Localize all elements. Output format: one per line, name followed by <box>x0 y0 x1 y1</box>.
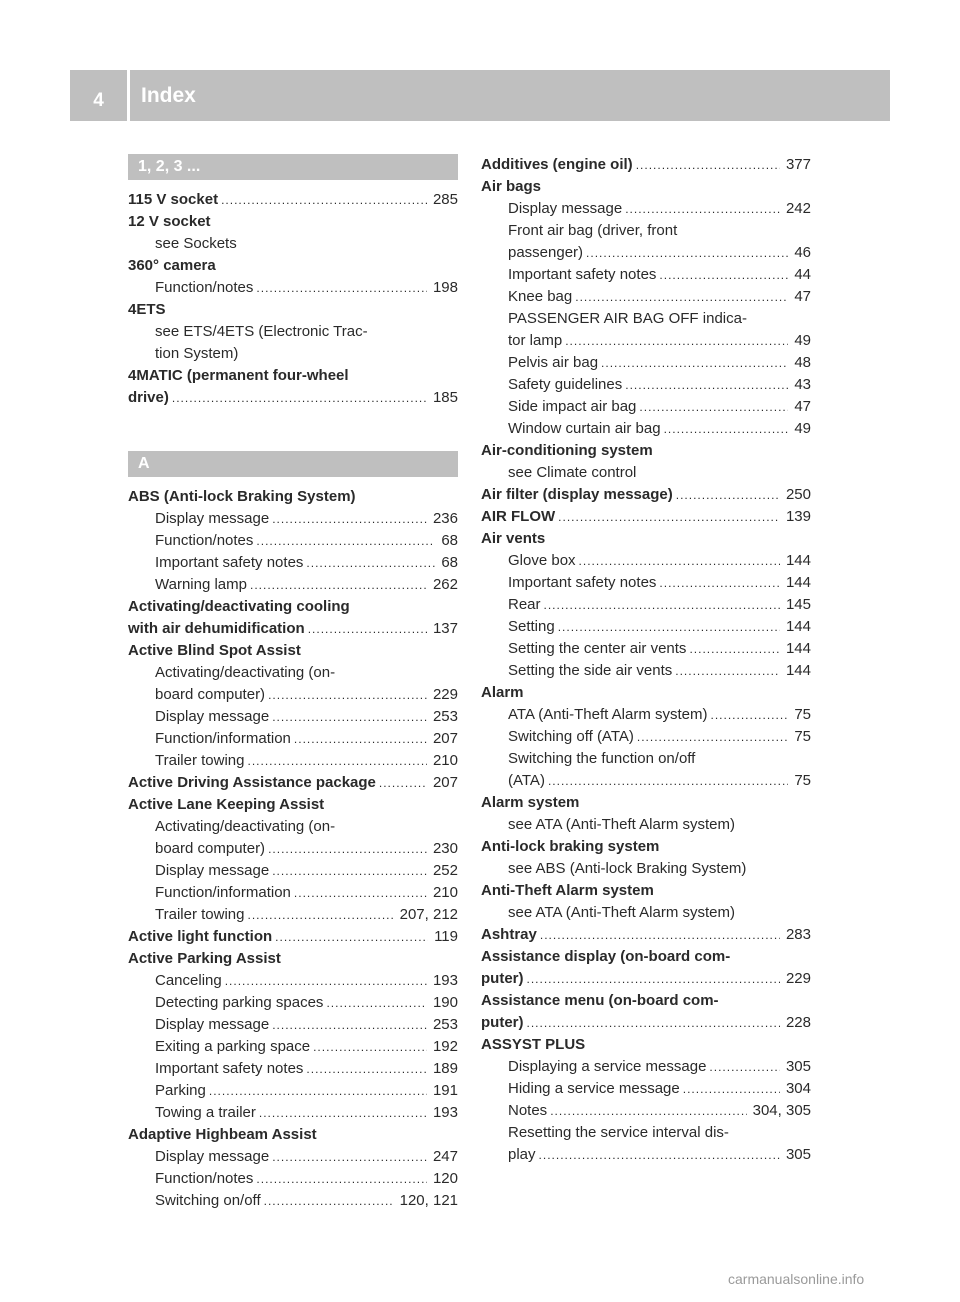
index-subentry <box>481 330 811 352</box>
entry-term: 4MATIC (permanent four-wheel <box>128 367 349 384</box>
index-entry <box>481 1012 811 1034</box>
entry-page[interactable]: 191 <box>432 1082 458 1099</box>
entry-page[interactable]: 75 <box>794 706 811 723</box>
entry-term: Anti-lock braking system <box>481 838 660 855</box>
entry-page[interactable]: 43 <box>794 376 811 393</box>
entry-page[interactable]: 145 <box>785 596 811 613</box>
entry-term: board computer) <box>155 686 266 703</box>
entry-page[interactable]: 250 <box>785 486 811 503</box>
index-subentry <box>481 550 811 572</box>
entry-term: Activating/deactivating (on- <box>155 818 336 835</box>
entry-page[interactable]: 47 <box>794 398 811 415</box>
entry-term: tor lamp <box>508 332 563 349</box>
entry-page[interactable]: 68 <box>441 554 458 571</box>
entry-term: Detecting parking spaces <box>155 994 324 1011</box>
index-subentry <box>128 277 458 299</box>
entry-term: Alarm <box>481 684 524 701</box>
index-entry <box>128 618 458 640</box>
entry-term: Assistance display (on-board com- <box>481 948 731 965</box>
entry-term: Display message <box>155 1148 270 1165</box>
index-subentry <box>481 462 811 484</box>
entry-page[interactable]: 120, 121 <box>399 1192 458 1209</box>
index-entry <box>128 255 458 277</box>
index-entry <box>128 486 458 508</box>
entry-term: AIR FLOW <box>481 508 556 525</box>
entry-page[interactable]: 228 <box>785 1014 811 1031</box>
index-subentry <box>481 814 811 836</box>
entry-term: Displaying a service message <box>508 1058 707 1075</box>
entry-page[interactable]: 305 <box>785 1146 811 1163</box>
entry-term: Function/notes <box>155 279 254 296</box>
index-subentry <box>128 750 458 772</box>
entry-term: Display message <box>155 862 270 879</box>
entry-page[interactable]: 193 <box>432 1104 458 1121</box>
entry-term: Function/information <box>155 884 291 901</box>
index-subentry <box>128 574 458 596</box>
entry-term: Setting <box>508 618 555 635</box>
page-number: 4 <box>93 89 104 111</box>
entry-page[interactable]: 207 <box>432 774 458 791</box>
entry-page[interactable]: 46 <box>794 244 811 261</box>
entry-term: Anti-Theft Alarm system <box>481 882 654 899</box>
entry-page[interactable]: 139 <box>785 508 811 525</box>
index-subentry <box>128 860 458 882</box>
index-subentry <box>481 858 811 880</box>
entry-page[interactable]: 207 <box>432 730 458 747</box>
entry-term: Active light function <box>128 928 273 945</box>
entry-term: Active Lane Keeping Assist <box>128 796 325 813</box>
index-subentry <box>481 770 811 792</box>
entry-term: ATA (Anti-Theft Alarm system) <box>508 706 708 723</box>
entry-page[interactable]: 377 <box>785 156 811 173</box>
entry-term: passenger) <box>508 244 584 261</box>
index-entry <box>481 484 811 506</box>
index-subentry <box>481 726 811 748</box>
entry-term: see ATA (Anti-Theft Alarm system) <box>508 816 736 833</box>
entry-term: ASSYST PLUS <box>481 1036 586 1053</box>
section-heading-a: A <box>128 451 458 477</box>
entry-term: Switching on/off <box>155 1192 261 1209</box>
index-column-right <box>481 154 811 1166</box>
entry-page[interactable]: 75 <box>794 728 811 745</box>
index-subentry <box>481 1144 811 1166</box>
entry-term: Display message <box>155 708 270 725</box>
index-subentry <box>128 508 458 530</box>
entry-term: Important safety notes <box>508 266 657 283</box>
entry-term: Setting the side air vents <box>508 662 673 679</box>
entry-term: Warning lamp <box>155 576 247 593</box>
entry-term: Function/notes <box>155 1170 254 1187</box>
entry-term: Parking <box>155 1082 206 1099</box>
index-subentry <box>128 530 458 552</box>
index-subentry <box>481 616 811 638</box>
watermark: carmanualsonline.info <box>728 1271 865 1287</box>
entry-term: puter) <box>481 1014 524 1031</box>
entry-page[interactable]: 229 <box>432 686 458 703</box>
entry-page[interactable]: 304 <box>785 1080 811 1097</box>
entry-term: Activating/deactivating cooling <box>128 598 350 615</box>
index-subentry <box>481 374 811 396</box>
index-entry <box>481 176 811 198</box>
index-subentry <box>128 970 458 992</box>
entry-term: (ATA) <box>508 772 545 789</box>
index-subentry <box>481 1078 811 1100</box>
entry-term: Side impact air bag <box>508 398 637 415</box>
entry-page[interactable]: 189 <box>432 1060 458 1077</box>
entry-term: Air filter (display message) <box>481 486 673 503</box>
index-subentry <box>481 396 811 418</box>
entry-term: board computer) <box>155 840 266 857</box>
index-entry <box>481 792 811 814</box>
entry-term: Display message <box>508 200 623 217</box>
index-subentry <box>128 1146 458 1168</box>
entry-term: Assistance menu (on-board com- <box>481 992 719 1009</box>
index-entry <box>128 596 458 618</box>
entry-page[interactable]: 230 <box>432 840 458 857</box>
index-subentry <box>128 1058 458 1080</box>
index-subentry <box>128 728 458 750</box>
entry-page[interactable]: 75 <box>794 772 811 789</box>
index-entry <box>128 211 458 233</box>
entry-term: see ABS (Anti-lock Braking System) <box>508 860 747 877</box>
index-entry <box>481 506 811 528</box>
entry-term: Ashtray <box>481 926 537 943</box>
entry-term: Resetting the service interval dis- <box>508 1124 729 1141</box>
entry-page[interactable]: 285 <box>432 191 458 208</box>
entry-term: Setting the center air vents <box>508 640 687 657</box>
entry-page[interactable]: 229 <box>785 970 811 987</box>
entry-page[interactable]: 283 <box>785 926 811 943</box>
entry-page[interactable]: 252 <box>432 862 458 879</box>
index-subentry <box>128 343 458 365</box>
entry-term: puter) <box>481 970 524 987</box>
index-subentry <box>128 816 458 838</box>
index-entry <box>481 924 811 946</box>
index-entry <box>481 682 811 704</box>
entry-page[interactable]: 47 <box>794 288 811 305</box>
index-subentry <box>481 418 811 440</box>
index-subentry <box>128 662 458 684</box>
entry-term: Glove box <box>508 552 576 569</box>
entry-term: Air-conditioning system <box>481 442 653 459</box>
index-subentry <box>481 1100 811 1122</box>
index-subentry <box>128 838 458 860</box>
entry-term: play <box>508 1146 536 1163</box>
entry-page[interactable]: 210 <box>432 884 458 901</box>
index-subentry <box>481 198 811 220</box>
index-subentry <box>128 1102 458 1124</box>
entry-page[interactable]: 305 <box>785 1058 811 1075</box>
entry-term: see Sockets <box>155 235 237 252</box>
entry-term: Display message <box>155 510 270 527</box>
index-entry <box>128 948 458 970</box>
index-subentry <box>481 308 811 330</box>
entry-term: 360° camera <box>128 257 216 274</box>
entry-term: 4ETS <box>128 301 166 318</box>
entry-term: Trailer towing <box>155 752 245 769</box>
entry-term: see Climate control <box>508 464 637 481</box>
index-entry <box>128 772 458 794</box>
index-entry <box>481 154 811 176</box>
entry-page[interactable]: 304, 305 <box>752 1102 811 1119</box>
index-entry <box>481 528 811 550</box>
entry-page[interactable]: 190 <box>432 994 458 1011</box>
entry-term: Rear <box>508 596 541 613</box>
entry-term: Active Blind Spot Assist <box>128 642 301 659</box>
index-subentry <box>128 1036 458 1058</box>
index-entry <box>481 968 811 990</box>
index-entry <box>481 836 811 858</box>
index-subentry <box>128 1168 458 1190</box>
entry-page[interactable]: 144 <box>785 640 811 657</box>
entry-page[interactable]: 144 <box>785 618 811 635</box>
index-subentry <box>481 704 811 726</box>
index-subentry <box>481 264 811 286</box>
index-subentry <box>481 660 811 682</box>
index-subentry <box>128 1190 458 1212</box>
entry-page[interactable]: 242 <box>785 200 811 217</box>
entry-term: tion System) <box>155 345 239 362</box>
index-subentry <box>481 638 811 660</box>
entry-term: with air dehumidification <box>128 620 305 637</box>
entry-term: Notes <box>508 1102 548 1119</box>
entry-term: Adaptive Highbeam Assist <box>128 1126 317 1143</box>
entry-term: Pelvis air bag <box>508 354 599 371</box>
entry-page[interactable]: 144 <box>785 552 811 569</box>
entry-term: Alarm system <box>481 794 580 811</box>
index-subentry <box>481 748 811 770</box>
entry-page[interactable]: 236 <box>432 510 458 527</box>
index-subentry <box>481 1122 811 1144</box>
entry-term: Active Driving Assistance package <box>128 774 376 791</box>
entry-term: drive) <box>128 389 169 406</box>
index-entry <box>481 946 811 968</box>
entry-term: Switching off (ATA) <box>508 728 634 745</box>
entry-term: Important safety notes <box>508 574 657 591</box>
entry-page[interactable]: 120 <box>432 1170 458 1187</box>
entry-term: Function/information <box>155 730 291 747</box>
index-entry <box>128 1124 458 1146</box>
entry-term: see ETS/4ETS (Electronic Trac- <box>155 323 368 340</box>
entry-term: Important safety notes <box>155 554 304 571</box>
index-entry <box>128 640 458 662</box>
entry-term: Exiting a parking space <box>155 1038 311 1055</box>
entry-term: Window curtain air bag <box>508 420 661 437</box>
entry-term: Important safety notes <box>155 1060 304 1077</box>
index-subentry <box>128 904 458 926</box>
entry-page[interactable]: 144 <box>785 574 811 591</box>
entry-page[interactable]: 185 <box>432 389 458 406</box>
entry-term: Display message <box>155 1016 270 1033</box>
index-subentry <box>481 220 811 242</box>
entry-term: Air vents <box>481 530 546 547</box>
entry-term: Additives (engine oil) <box>481 156 633 173</box>
index-subentry <box>128 706 458 728</box>
page-title: Index <box>141 83 196 107</box>
entry-page[interactable]: 49 <box>794 332 811 349</box>
entry-term: Trailer towing <box>155 906 245 923</box>
entry-term: Front air bag (driver, front <box>508 222 678 239</box>
entry-term: 12 V socket <box>128 213 211 230</box>
entry-term: ABS (Anti-lock Braking System) <box>128 488 356 505</box>
entry-page[interactable]: 144 <box>785 662 811 679</box>
index-entry <box>128 926 458 948</box>
index-subentry <box>481 902 811 924</box>
entry-page[interactable]: 68 <box>441 532 458 549</box>
entry-term: Air bags <box>481 178 542 195</box>
entry-page[interactable]: 253 <box>432 1016 458 1033</box>
entry-term: Hiding a service message <box>508 1080 680 1097</box>
entry-page[interactable]: 198 <box>432 279 458 296</box>
entry-term: Towing a trailer <box>155 1104 256 1121</box>
index-subentry <box>128 992 458 1014</box>
index-subentry <box>128 1080 458 1102</box>
index-subentry <box>481 242 811 264</box>
entry-page[interactable]: 49 <box>794 420 811 437</box>
index-entry <box>128 794 458 816</box>
index-subentry <box>128 684 458 706</box>
index-subentry <box>481 352 811 374</box>
entry-term: 115 V socket <box>128 191 219 208</box>
entry-term: Safety guidelines <box>508 376 623 393</box>
index-subentry <box>481 1056 811 1078</box>
entry-term: Active Parking Assist <box>128 950 281 967</box>
index-subentry <box>481 286 811 308</box>
entry-page[interactable]: 210 <box>432 752 458 769</box>
index-subentry <box>128 552 458 574</box>
entry-page[interactable]: 44 <box>794 266 811 283</box>
entry-term: Function/notes <box>155 532 254 549</box>
entry-term: Activating/deactivating (on- <box>155 664 336 681</box>
index-subentry <box>128 233 458 255</box>
entry-page[interactable]: 207, 212 <box>399 906 458 923</box>
index-entry <box>481 440 811 462</box>
entry-term: Switching the function on/off <box>508 750 696 767</box>
entry-term: Knee bag <box>508 288 573 305</box>
index-entry <box>128 365 458 387</box>
entry-term: see ATA (Anti-Theft Alarm system) <box>508 904 736 921</box>
entry-page[interactable]: 253 <box>432 708 458 725</box>
index-entry <box>481 880 811 902</box>
index-entry <box>128 299 458 321</box>
entry-term: PASSENGER AIR BAG OFF indica- <box>508 310 747 327</box>
header-divider <box>127 70 130 121</box>
index-entry <box>481 990 811 1012</box>
index-entry <box>128 387 458 409</box>
entry-page[interactable]: 119 <box>434 928 458 945</box>
index-subentry <box>481 594 811 616</box>
entry-page[interactable]: 137 <box>432 620 458 637</box>
entry-term: Canceling <box>155 972 222 989</box>
index-subentry <box>128 321 458 343</box>
index-subentry <box>481 572 811 594</box>
entry-page[interactable]: 48 <box>794 354 811 371</box>
section-heading-numbers: 1, 2, 3 ... <box>128 154 458 180</box>
index-subentry <box>128 882 458 904</box>
entry-page[interactable]: 193 <box>432 972 458 989</box>
index-entry <box>128 189 458 211</box>
index-entry <box>481 1034 811 1056</box>
index-subentry <box>128 1014 458 1036</box>
entry-page[interactable]: 247 <box>432 1148 458 1165</box>
entry-page[interactable]: 192 <box>432 1038 458 1055</box>
entry-page[interactable]: 262 <box>432 576 458 593</box>
index-column-left <box>128 154 458 1212</box>
